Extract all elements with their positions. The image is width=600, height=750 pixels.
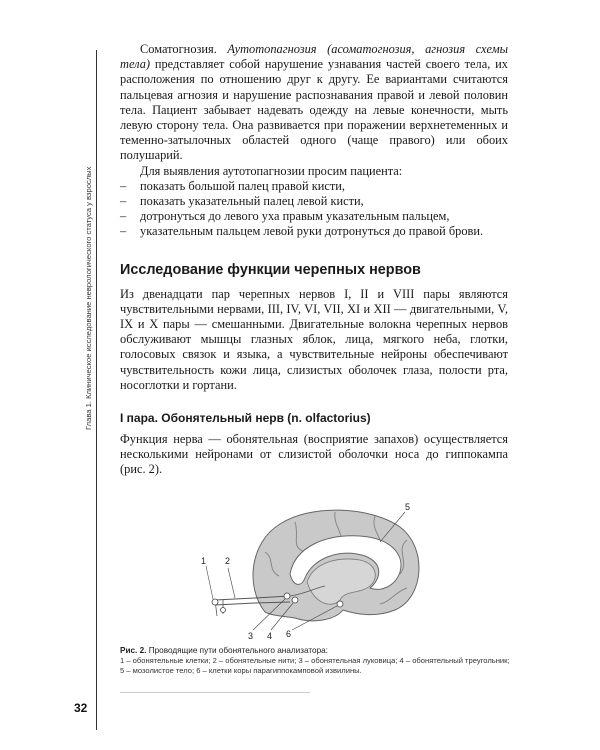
subsection-heading-olfactory: I пара. Обонятельный нерв (n. olfactorius) [120,411,371,426]
olfactory-nerve [221,608,226,613]
section-heading-cranial-nerves: Исследование функции черепных нервов [120,261,421,278]
margin-rule [96,50,97,730]
leader-line [206,566,213,599]
caption-title: Проводящие пути обонятельного анализатора: [146,646,328,655]
paragraph-olfactory: Функция нерва — обонятельная (восприятие запахов) осуществляется несколькими нейронами от слизистой оболочки носа до гиппокампа (рис. 2). [120,432,508,477]
figure-label: 6 [286,629,292,639]
figure-label: 3 [248,631,254,641]
page-body [120,42,508,478]
running-header: Глава 1. Клиническое исследование неврологического статуса у взрослых [84,166,93,430]
parahippocampal-cell [337,601,343,607]
list-item: – указательным пальцем левой руки дотронуться до правой брови. [120,224,508,239]
caption-label: Рис. 2. [120,646,147,655]
brain-diagram [195,492,435,642]
olfactory-pathway-figure [195,492,435,642]
list-item: – показать большой палец правой кисти, [120,179,508,194]
list-item: – показать указательный палец левой кисти, [120,194,508,209]
list-item: – дотронуться до левого уха правым указательным пальцем, [120,209,508,224]
instruction-list [120,179,508,240]
paragraph-instructions: Для выявления аутотопагнозии просим пациента: [140,163,403,178]
lead-term: Соматогнозия. [140,42,228,56]
caption-title-line [120,646,512,656]
olfactory-cell [212,599,218,605]
figure-label: 2 [225,556,231,566]
footer-rule [120,692,310,693]
figure-label: 4 [267,631,273,641]
olfactory-triangle [292,597,298,603]
olfactory-bulb [284,593,290,599]
leader-line [228,568,235,598]
paragraph-cranial-nerves: Из двенадцати пар черепных нервов I, II и VIII пары являются чувствительными нервами, III, IV, VI, VII, XI и XII — двигательными, V, IX и X пары — смешанными. Двигательные волокна черепных нервов обслуживают мышцы глазных яблок, лица, мягкого неба, глотки, голосовых связок и языка, а чувствительные нейроны обеспечивают чувствительность кожи лица, слизистых оболочек глаза, полости рта, носоглотки и гортани. [120,286,508,392]
caption-legend: 1 – обонятельные клетки; 2 – обонятельные нити; 3 – обонятельная луковица; 4 – обонятельный треугольник; 5 – мозолистое тело; 6 – клетки коры парагиппокамповой извилины. [120,656,510,675]
figure-caption [120,646,512,676]
paragraph-text: представляет собой нарушение узнавания частей своего тела, их расположения по отношению друг к другу. Ее вариантами считаются пальцевая агнозия и нарушение распознавания правой и левой половин тела. Пациент забывает надевать одежду на левые конечности, мыть левую сторону тела. Она развивается при поражении верхнетеменных и теменно-затылочных областей одного (чаще правого) или обоих полушарий. [120,57,508,163]
page-number: 32 [74,701,88,715]
figure-label: 1 [201,556,207,566]
italic-term: Аутотопагнозия (асоматогнозия, агнозия схемы тела) [120,42,508,72]
paragraph-somatognosia [120,42,508,164]
figure-label: 5 [405,502,411,512]
